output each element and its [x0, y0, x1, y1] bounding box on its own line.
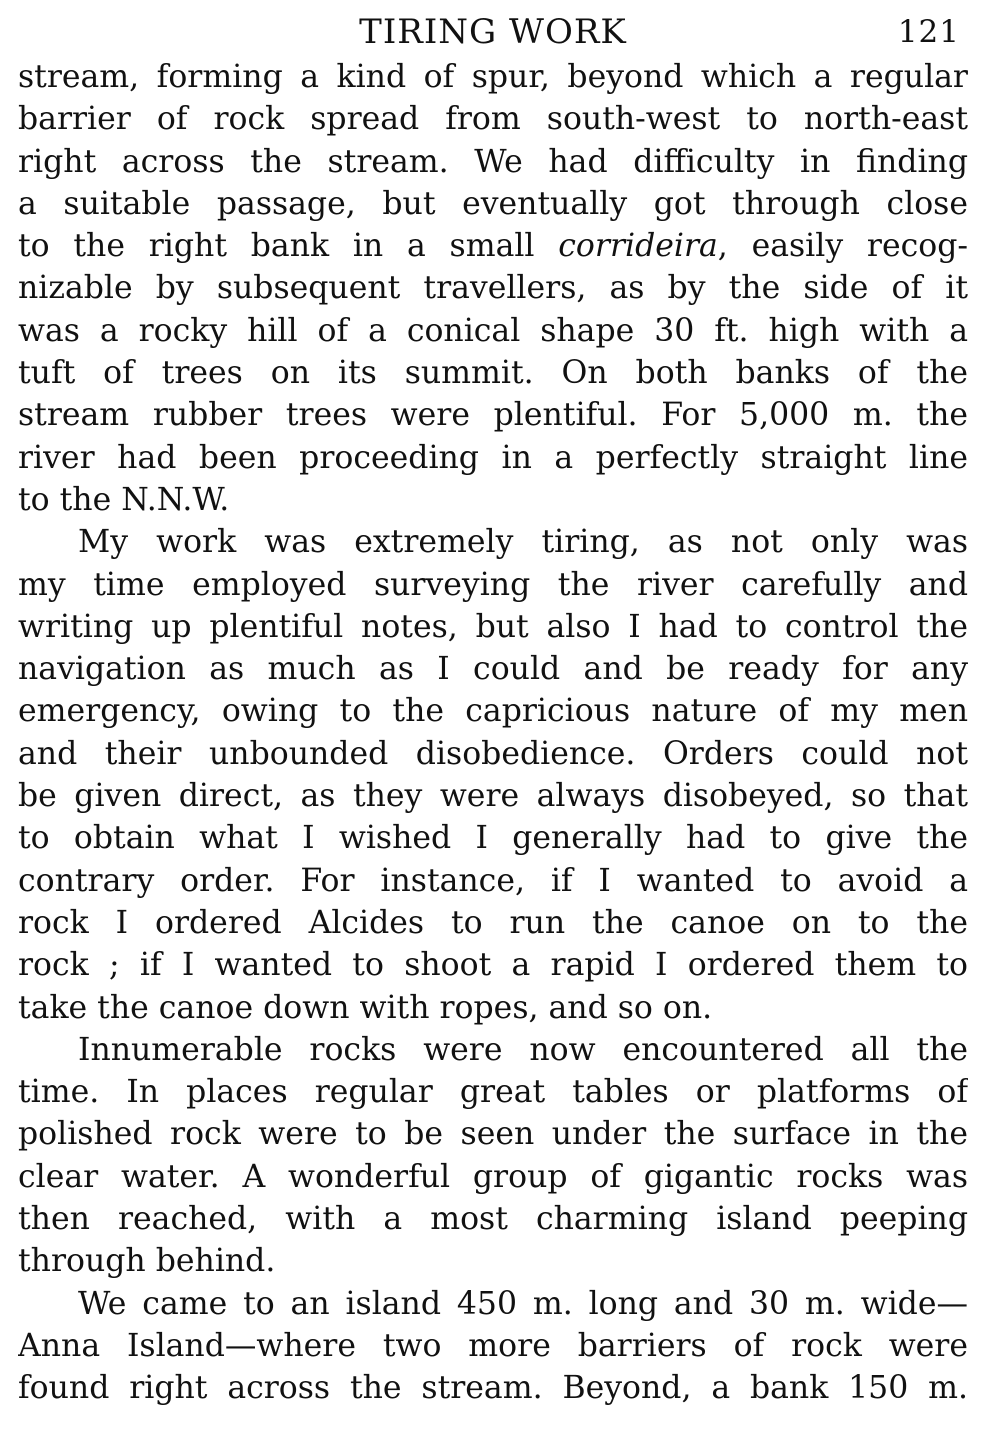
- text-line: take the canoe down with ropes, and so on.: [18, 989, 713, 1026]
- text-line: then reached, with a most charming island peeping: [18, 1201, 968, 1238]
- text-line: polished rock were to be seen under the surface in the: [18, 1116, 968, 1153]
- text-line: rock ; if I wanted to shoot a rapid I ordered them to: [18, 947, 968, 984]
- text-line: was a rocky hill of a conical shape 30 ft. high with a: [18, 312, 968, 349]
- text-line: We came to an island 450 m. long and 30 m. wide—: [78, 1285, 968, 1322]
- book-page: [18, 12, 968, 1410]
- text-line: a suitable passage, but eventually got through close: [18, 185, 968, 222]
- text-line: to the right bank in a small corrideira, easily recog-: [18, 228, 968, 265]
- page-number: 121: [897, 14, 960, 50]
- text-line: emergency, owing to the capricious nature of my men: [18, 693, 968, 730]
- paragraph: [18, 56, 968, 521]
- text-line: My work was extremely tiring, as not only was: [78, 524, 968, 561]
- chapter-running-title: TIRING WORK: [359, 12, 627, 52]
- text-line: to obtain what I wished I generally had to give the: [18, 820, 968, 857]
- body-text: [18, 56, 968, 1410]
- text-line: be given direct, as they were always disobeyed, so that: [18, 778, 968, 815]
- text-line: through behind.: [18, 1243, 276, 1280]
- running-head: [18, 12, 968, 56]
- text-line: tuft of trees on its summit. On both banks of the: [18, 355, 968, 392]
- text-line: barrier of rock spread from south-west to north-east: [18, 101, 968, 138]
- text-line: my time employed surveying the river carefully and: [18, 566, 968, 603]
- text-line: and their unbounded disobedience. Orders could not: [18, 735, 968, 772]
- text-line: stream, forming a kind of spur, beyond which a regular: [18, 59, 968, 95]
- text-line: found right across the stream. Beyond, a bank 150 m.: [18, 1370, 968, 1407]
- text-line: rock I ordered Alcides to run the canoe on to the: [18, 904, 968, 941]
- text-line: contrary order. For instance, if I wanted to avoid a: [18, 862, 968, 899]
- paragraph: [18, 521, 968, 1029]
- paragraph: [18, 1029, 968, 1283]
- text-line: time. In places regular great tables or platforms of: [18, 1074, 968, 1111]
- text-line: clear water. A wonderful group of gigantic rocks was: [18, 1158, 968, 1195]
- paragraph: [18, 1283, 968, 1410]
- text-line: to the N.N.W.: [18, 481, 230, 518]
- text-line: navigation as much as I could and be ready for any: [18, 651, 968, 688]
- text-line: river had been proceeding in a perfectly straight line: [18, 439, 968, 476]
- text-line: Innumerable rocks were now encountered all the: [78, 1031, 968, 1068]
- text-line: right across the stream. We had difficulty in finding: [18, 143, 968, 180]
- text-line: stream rubber trees were plentiful. For 5,000 m. the: [18, 397, 968, 434]
- text-line: Anna Island—where two more barriers of rock were: [18, 1327, 968, 1364]
- text-line: writing up plentiful notes, but also I had to control the: [18, 608, 968, 645]
- text-line: nizable by subsequent travellers, as by the side of it: [18, 270, 968, 307]
